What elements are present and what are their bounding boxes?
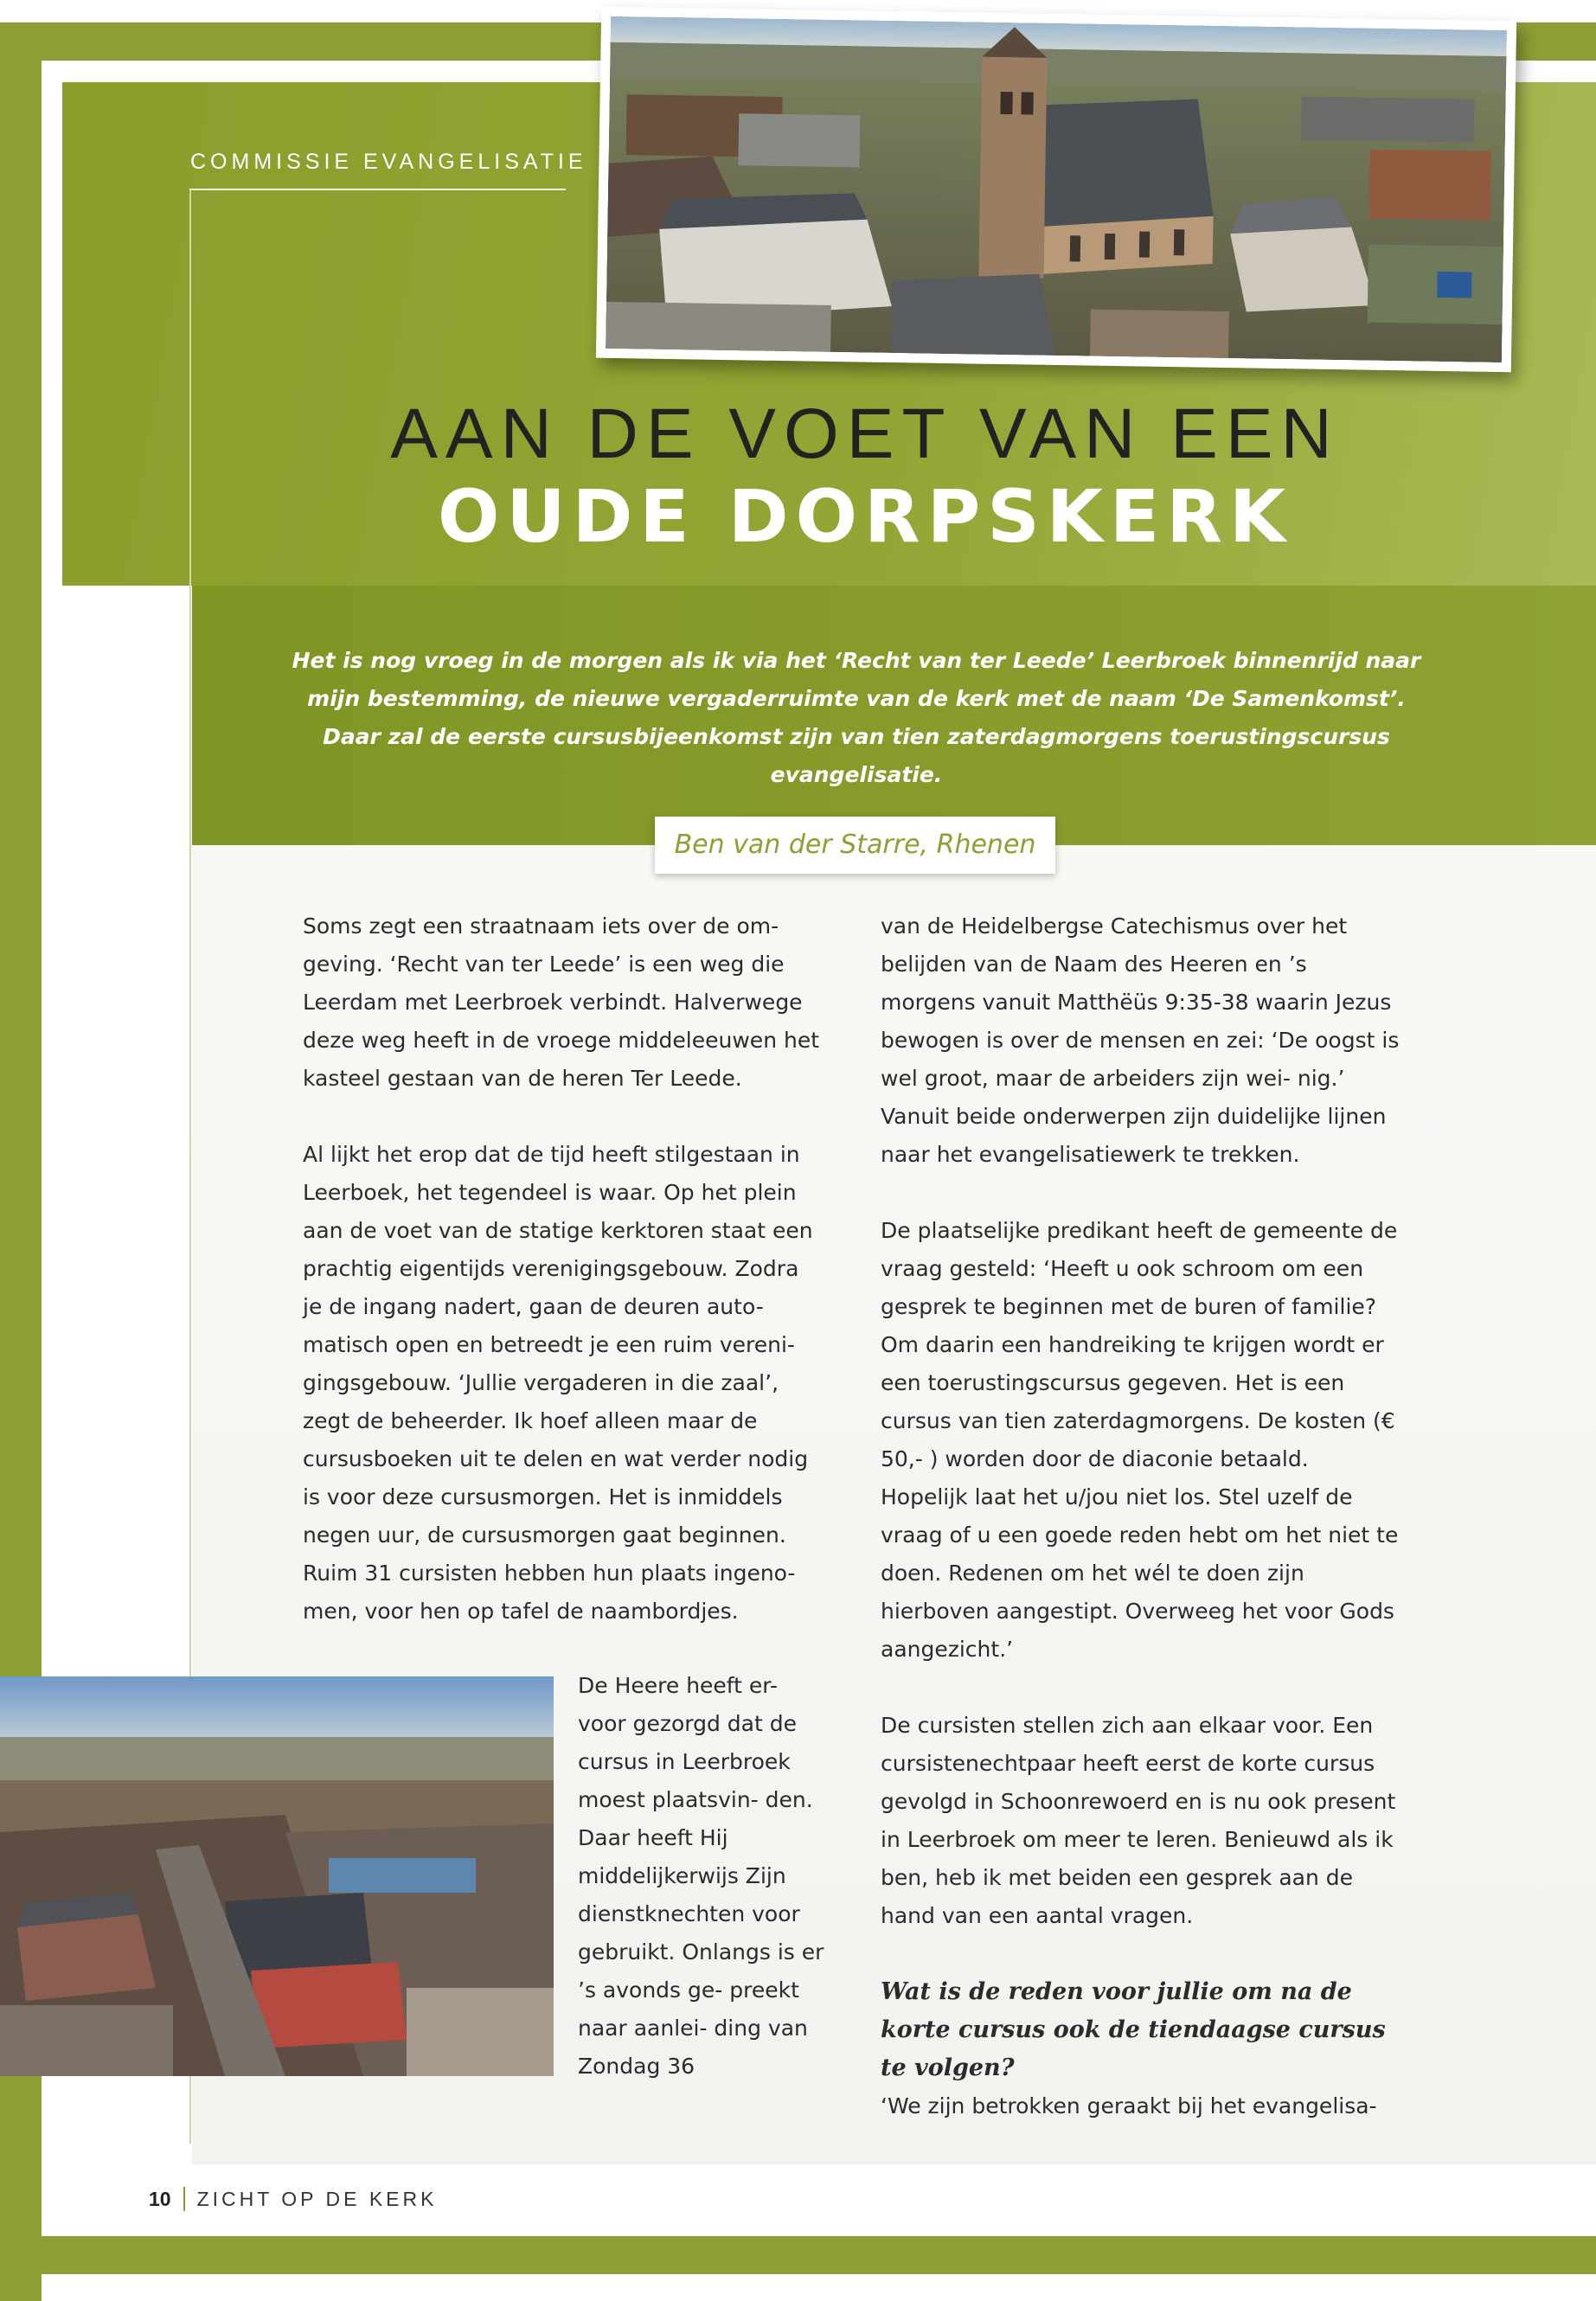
village-aerial-illustration [0, 1676, 554, 2076]
left-column [303, 907, 822, 1669]
church-aerial-illustration [606, 16, 1507, 362]
right-paragraph-2: De plaatselijke predikant heeft de gemeente de vraag gesteld: ‘Heeft u ook schroom om een gesprek te beginnen met de buren of familie? Om daarin een handreiking te krijgen wordt er een toerustingscursus gegeven. Het is een cursus van tien zaterdagmorgens. De kosten (€ 50,- ) worden door de diaconie betaald. Hopelijk laat het u/jou niet los. Stel uzelf de vraag of u een goede reden hebt om het niet te doen. Redenen om het wél te doen zijn hierboven aangestipt. Overweeg het voor Gods aangezicht.’ [881, 1218, 1399, 1662]
left-paragraph-2: Al lijkt het erop dat de tijd heeft stilgestaan in Leerboek, het tegendeel is waar. Op het plein aan de voet van de statige kerktoren staat een prachtig eigentijds verenigingsgebouw. Zodra je de ingang nadert, gaan de deuren auto- matisch open en betreedt je een ruim vereni- gingsgebouw. ‘Jullie vergaderen in die zaal’, zegt de beheerder. Ik hoef alleen maar de cursusboeken uit te delen en wat verder nodig is voor deze cursusmorgen. Het is inmiddels negen uur, de cursusmorgen gaat beginnen. Ruim 31 cursisten hebben hun plaats ingeno- men, voor hen op tafel de naambordjes. [303, 1142, 813, 1624]
title-line-1: AAN DE VOET VAN EEN [390, 394, 1340, 473]
title-line-2: OUDE DORPSKERK [437, 474, 1293, 559]
left-paragraph-1: Soms zegt een straatnaam iets over de om- geving. ‘Recht van ter Leede’ is een weg die Leerdam met Leerbroek verbindt. Halverwege deze weg heeft in de vroege middeleeuwen het kasteel gestaan van de heren Ter Leede. [303, 913, 820, 1091]
byline: Ben van der Starre, Rhenen [655, 817, 1055, 874]
right-paragraph-1: van de Heidelbergse Catechismus over het belijden van de Naam des Heeren en ’s morgens vanuit Matthëüs 9:35-38 waarin Jezus bewogen is over de mensen en zei: ‘De oogst is wel groot, maar de arbeiders zijn wei- nig.’ Vanuit beide onderwerpen zijn duidelijke lijnen naar het evangelisatiewerk te trekken. [881, 913, 1400, 1167]
right-paragraph-3: De cursisten stellen zich aan elkaar voor. Een cursistenechtpaar heeft eerst de korte cursus gevolgd in Schoonrewoerd en is nu ook present in Leerbroek om meer te leren. Benieuwd als ik ben, heb ik met beiden een gesprek aan de hand van een aantal vragen. [881, 1713, 1396, 1928]
intro-text: Het is nog vroeg in de morgen als ik via het ‘Recht van ter Leede’ Leerbroek binnenrijd naar mijn bestemming, de nieuwe vergaderruimte van de kerk met de naam ‘De Samenkomst’. Daar zal de eerste cursusbijeenkomst zijn van tien zaterdagmorgens toerustingscursus evangelisatie. [292, 648, 1421, 787]
village-photo [0, 1676, 554, 2076]
page-number: 10 [149, 2188, 171, 2210]
interview-question: Wat is de reden voor jullie om na de korte cursus ook de tiendaagse cursus te volgen? [881, 1978, 1386, 2081]
right-paragraph-4: ‘We zijn betrokken geraakt bij het evangelisa- [881, 2093, 1377, 2118]
left-paragraph-3: De Heere heeft er- voor gezorgd dat de cursus in Leerbroek moest plaatsvin- den. Daar heeft Hij middelijkerwijs Zijn dienstknechten voor gebruikt. Onlangs is er ’s avonds ge- preekt naar aanlei- ding van Zondag 36 [578, 1673, 824, 2079]
footer-separator [183, 2187, 185, 2211]
church-photo [596, 7, 1516, 373]
section-label: COMMISSIE EVANGELISATIE [190, 150, 587, 174]
right-column [881, 907, 1400, 2125]
header-panel-cutout [62, 586, 192, 845]
left-narrow-column [578, 1667, 829, 2086]
footer [149, 2187, 437, 2211]
green-frame-bottom [0, 2236, 1596, 2274]
horizontal-rule [189, 189, 566, 190]
magazine-name: ZICHT OP DE KERK [196, 2188, 438, 2210]
